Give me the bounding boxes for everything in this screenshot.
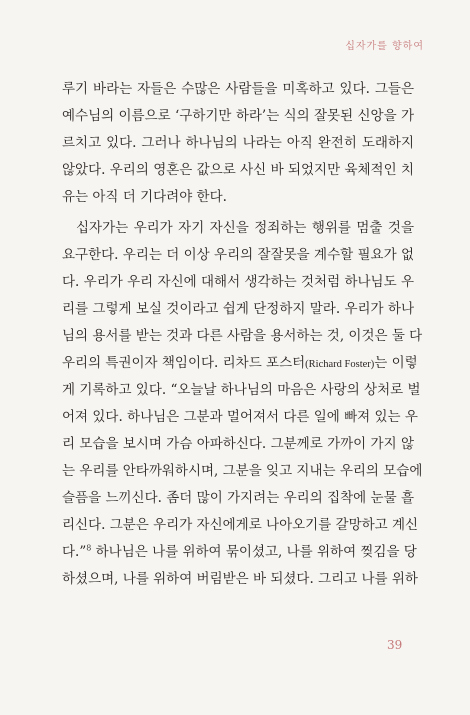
body-text xyxy=(62,76,423,593)
page-number: 39 xyxy=(387,638,403,652)
text-line: 르치고 있다. 그러나 하나님의 나라는 아직 완전히 도래하지 xyxy=(62,135,414,151)
text-segment: 하나님은 나를 위하여 묶이셨고, 나를 위하여 찢김을 당 xyxy=(91,544,417,560)
text-segment: 다.” xyxy=(62,544,87,560)
text-line xyxy=(62,350,418,377)
text-line: 리신다. 그분은 우리가 자신에게로 나아오기를 갈망하고 계신 xyxy=(62,517,419,533)
text-line: 슬픔을 느끼신다. 좀더 많이 가지려는 우리의 집착에 눈물 흘 xyxy=(62,490,414,506)
text-line: 십자가는 우리가 자기 자신을 정죄하는 행위를 멈출 것을 xyxy=(76,220,414,236)
paragraph-2 xyxy=(62,215,423,593)
text-line xyxy=(62,539,417,566)
text-line: 않았다. 우리의 영혼은 값으로 사신 바 되었지만 육체적인 치 xyxy=(62,162,414,178)
text-line: 리를 그렇게 보실 것이라고 쉽게 단정하지 말라. 우리가 하나 xyxy=(62,301,414,317)
text-line: 다. 우리가 우리 자신에 대해서 생각하는 것처럼 하나님도 우 xyxy=(62,274,414,290)
text-line: 유는 아직 더 기다려야 한다. xyxy=(62,189,227,205)
text-line: 루기 바라는 자들은 수많은 사람들을 미혹하고 있다. 그들은 xyxy=(62,81,414,97)
text-line: 리 모습을 보시며 가슴 아파하신다. 그분께로 가까이 가지 않 xyxy=(62,436,414,452)
footnote-marker: 8 xyxy=(86,543,92,553)
text-segment: 우리의 특권이자 책임이다. 리차드 포스터 xyxy=(62,355,306,371)
author-name-latin: (Richard Foster) xyxy=(305,359,375,370)
text-line: 게 기록하고 있다. “오늘날 하나님의 마음은 사랑의 상처로 벌 xyxy=(62,382,421,398)
text-line: 하셨으며, 나를 위하여 버림받은 바 되셨다. 그리고 나를 위하 xyxy=(62,571,418,587)
running-head: 십자가를 향하여 xyxy=(345,41,424,52)
paragraph-1 xyxy=(62,76,414,211)
text-line: 님의 용서를 받는 것과 다른 사람을 용서하는 것, 이것은 둘 다 xyxy=(62,328,423,344)
text-line: 요구한다. 우리는 더 이상 우리의 잘잘못을 계수할 필요가 없 xyxy=(62,247,414,263)
text-segment: 는 이렇 xyxy=(374,355,418,371)
text-line: 어져 있다. 하나님은 그분과 멀어져서 다른 일에 빠져 있는 우 xyxy=(62,409,418,425)
text-line: 는 우리를 안타까워하시며, 그분을 잊고 지내는 우리의 모습에 xyxy=(62,463,423,479)
text-line: 예수님의 이름으로 ‘구하기만 하라’는 식의 잘못된 신앙을 가 xyxy=(62,108,414,124)
